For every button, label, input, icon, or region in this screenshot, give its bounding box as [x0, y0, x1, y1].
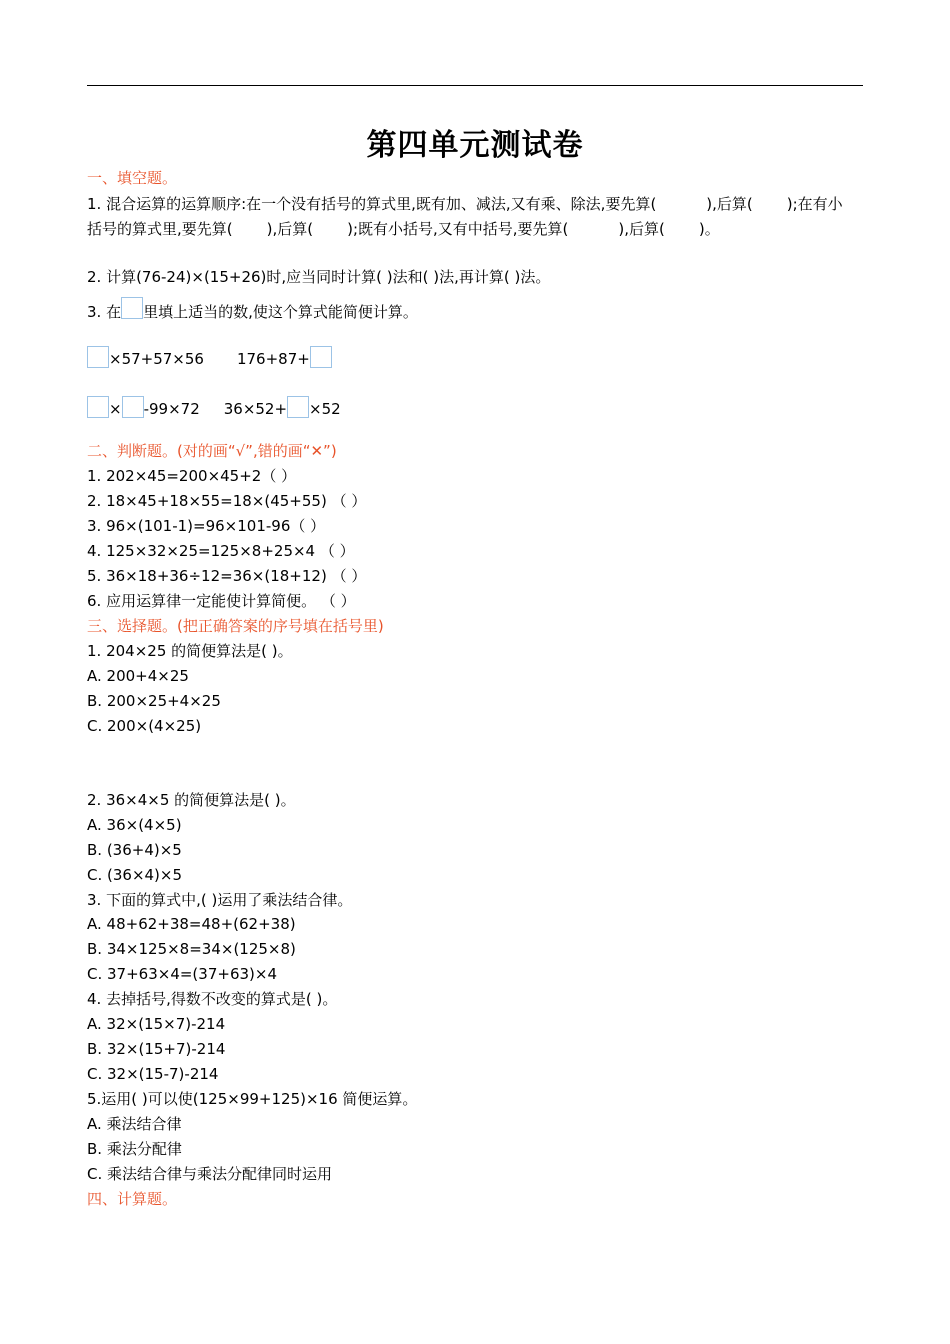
- question-1-3: 3. 在 里填上适当的数,使这个算式能简便计算。: [87, 297, 418, 322]
- judge-item: 2. 18×45+18×55=18×(45+55) （ ）: [87, 492, 367, 510]
- choice-option: B. (36+4)×5: [87, 841, 182, 859]
- choice-option: A. 36×(4×5): [87, 816, 182, 834]
- answer-box[interactable]: [287, 396, 309, 418]
- choice-question: 1. 204×25 的简便算法是( )。: [87, 642, 293, 660]
- expression-row-2: × -99×72 36×52+ ×52: [87, 396, 341, 419]
- choice-option: B. 32×(15+7)-214: [87, 1040, 226, 1058]
- choice-question: 3. 下面的算式中,( )运用了乘法结合律。: [87, 891, 353, 909]
- choice-question: 2. 36×4×5 的简便算法是( )。: [87, 791, 296, 809]
- choice-option: B. 乘法分配律: [87, 1140, 182, 1158]
- choice-option: C. 200×(4×25): [87, 717, 202, 735]
- choice-option: A. 乘法结合律: [87, 1115, 182, 1133]
- answer-box[interactable]: [87, 346, 109, 368]
- answer-box[interactable]: [87, 396, 109, 418]
- answer-box[interactable]: [122, 396, 144, 418]
- choice-option: A. 200+4×25: [87, 667, 189, 685]
- choice-option: A. 32×(15×7)-214: [87, 1015, 226, 1033]
- section-heading-calculation: 四、计算题。: [87, 1190, 178, 1208]
- expression-row-1: ×57+57×56 176+87+: [87, 346, 332, 369]
- judge-item: 6. 应用运算律一定能使计算简便。 （ ）: [87, 592, 356, 610]
- section-heading-multiple-choice: 三、选择题。(把正确答案的序号填在括号里): [87, 617, 384, 635]
- question-1-2: 2. 计算(76-24)×(15+26)时,应当同时计算( )法和( )法,再计算( )法。: [87, 268, 551, 286]
- judge-item: 3. 96×(101-1)=96×101-96（ ）: [87, 517, 326, 535]
- answer-box[interactable]: [310, 346, 332, 368]
- choice-option: C. 32×(15-7)-214: [87, 1065, 219, 1083]
- page-title: 第四单元测试卷: [366, 128, 584, 163]
- choice-question: 4. 去掉括号,得数不改变的算式是( )。: [87, 990, 338, 1008]
- judge-item: 5. 36×18+36÷12=36×(18+12) （ ）: [87, 567, 367, 585]
- judge-item: 4. 125×32×25=125×8+25×4 （ ）: [87, 542, 355, 560]
- section-heading-true-false: 二、判断题。(对的画“√”,错的画“✕”): [87, 442, 337, 460]
- header-rule: [87, 85, 863, 86]
- choice-question: 5.运用( )可以使(125×99+125)×16 简便运算。: [87, 1090, 418, 1108]
- choice-option: C. (36×4)×5: [87, 866, 183, 884]
- choice-option: B. 200×25+4×25: [87, 692, 221, 710]
- choice-option: B. 34×125×8=34×(125×8): [87, 940, 296, 958]
- judge-item: 1. 202×45=200×45+2（ ）: [87, 467, 297, 485]
- choice-option: A. 48+62+38=48+(62+38): [87, 915, 296, 933]
- question-1-1: 1. 混合运算的运算顺序:在一个没有括号的算式里,既有加、减法,又有乘、除法,要先算( ),后算( );在有小括号的算式里,要先算( ),后算( );既有小括号,又有中括号,要先算( ),后算( )。: [87, 195, 843, 238]
- choice-option: C. 乘法结合律与乘法分配律同时运用: [87, 1165, 333, 1183]
- answer-box[interactable]: [121, 297, 143, 319]
- section-heading-fill-blank: 一、填空题。: [87, 169, 178, 187]
- choice-option: C. 37+63×4=(37+63)×4: [87, 965, 277, 983]
